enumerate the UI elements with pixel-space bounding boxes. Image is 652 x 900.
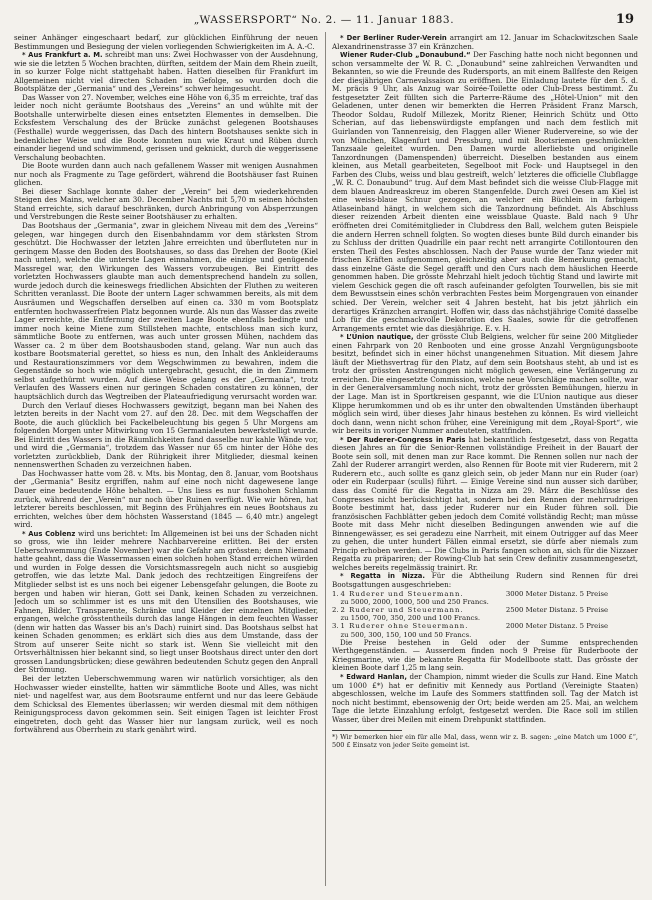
regatta-race-row xyxy=(332,590,638,598)
article-paragraph xyxy=(332,51,638,333)
article-text: wird uns berichtet: Im Allgemeinen ist bei uns der Schaden nicht so gross, wie ihn leider mehrere Nachbarvereine erlitten. Bei der ersten Ueberschwemmung (Ende November) war die Gefahr am grössten; denn Niemand hatte geahnt, dass die Wassermassen einen solchen hohen Stand erreichen würden und wurden in Folge dessen die Vorsichtsmassregeln auch nicht so ausgiebig getroffen, wie das letzte Mal. Dank jedoch des rechtzeitigen Eingreifens der Mitglieder selbst ist es uns noch bei eigener Lebensgefahr gelungen, die Boote zu bergen und haben wir hieran, Gott sei Dank, keinen Schaden zu verzeichnen. Jedoch um so schlimmer ist es uns mit den Utensilien des Bootshauses, wie Fahnen, Bilder, Transparente, Schränke und Kleider der einzelnen Mitglieder, ergangen, welche grösstentheils durch das lange Hängen in dem feuchten Wasser (denn wir hatten das Wasser bis an's Dach) ruinirt sind. Das Bootshaus selbst hat keinen Schaden genommen; es erklärt sich dies aus dem Umstande, dass der Strom auf unserer Seite nicht so stark ist. Wenn Sie vielleicht mit den Ortsverhältnissen hier bekannt sind, so liegt unser Bootshaus direct unter den dort grossen Landungsbrücken; diese gewähren bedeutenden Schutz gegen den Anprall der Strömung. xyxy=(14,528,318,675)
regatta-boat-class: 4 Ruderer und Steuermann. xyxy=(340,589,464,598)
article-text: Durch den Verlauf dieses Hochwassers gewitzigt, begann man bei Nahen des letzten bereits in der Nacht vom 27. auf den 28. Dec. mit dem Wegschaffen der Boote, die auch glücklich bei Fackelbeleuchtung bis gegen 5 Uhr Morgens am folgenden Morgen unter Mitwirkung von 15 Germanialeuten bewerkstelligt wurde. Bei Eintritt des Wassers in die Räumlichkeiten fand dasselbe nur kahle Wände vor, und wird die „Germania“, trotzdem das Wasser nur 65 cm hinter der Höhe des vorletzten zurückblieb, Dank der Rührigkeit ihrer Mitglieder, diesmal keinen nennenswerthen Schaden zu verzeichnen haben. xyxy=(14,400,318,470)
article-text: Die Preise bestehen in Geld oder der Summe entsprechenden Werthgegenständen. — Ausserdem finden noch 9 Preise für Ruderboote der Kriegsmarine, wie die bekannte Regatta für Modellboote statt. Das grösste der kleinen Boote darf 1,25 m lang sein. xyxy=(332,637,638,673)
article-lead: * Aus Frankfurt a. M. xyxy=(22,51,103,60)
regatta-race-number: 3. xyxy=(332,622,339,631)
running-title: „WASSERSPORT“ No. 2. — 11. Januar 1883. xyxy=(193,14,455,26)
article-paragraph xyxy=(14,94,318,162)
article-text: Der Fasching hatte noch nicht begonnen und schon versammelte der W. R. C. „Donaubund“ seine zahlreichen Verwandten und Bekannten, so wie die Freunde des Rudersports, an mit einem Ballfeste den Reigen der diesjährigen Carnevalssaison zu eröffnen. Die Einladung lautete für den 5. d. M. präcis 9 Uhr, als Anzug war Soirée-Toilette oder Club-Dress bestimmt. Zu festgesetzter Zeit füllten sich die Parterre-Räume des „Hôtel-Union“ mit den Geladenen, unter denen wir bemerkten die Herren Präsident Franz Marsch, Theodor Soldau, Rudolf Millezek, Moritz Riener, Heinrich Schütz und Otto Scherian, auf das liebenswürdigste empfangen und nach dem festlich mit Guirlanden von Tannenreisig, den Flaggen aller Wiener Rudervereine, so wie der von München, Klagenfurt und Pressburg, und mit Bootsriemen geschmückten Tanzsaale geleitet wurden. Den Damen wurde allerliebste und originelle Tanzordnungen (Damenspenden) überreicht. Dieselben bestanden aus einem kleinen, aus Metall gearbeiteten, Segelboot mit Fock- und Hauptsegel in den Farben des Clubs, weiss und blau gestreift, welch’ letzteres die officielle Clubflagge „W. R. C. Donaubund“ trug. Auf dem Mast befindet sich die weisse Club-Flagge mit dem blauen Andreaskreuz im oberen Stangenfelde. Durch zwei Oesen am Kiel ist eine weiss-blaue Schnur gezogen, an welcher ein Büchlein in farbigem Atlaseinband hängt, in welchem sich die Tanzordnung befindet. Als Abschluss dieser reizenden Arbeit dienten eine weissblaue Quaste. Bald nach 9 Uhr eröffneten drei Comitémitglieder in Clubdress den Ball, welchem guten Beispiele die andern Herren schnell folgten. So wogten dieses bunte Bild durch einander bis zu Schluss der dritten Quadrille ein paar recht nett arrangirte Cotillontouren den ersten Theil des Festes abschlossen. Nach der Pause wurde der Tanz wieder mit frischen Kräften aufgenommen, gleichzeitig aber auch die Bemerkung gemacht, dass einzelne Gäste die Segel gerafft und den Curs nach dem häuslichen Heerde genommen haben. Die grösste Mehrzahl hielt jedoch tüchtig Stand und lawirte mit vielem Geschick gegen die oft rasch aufeinander gefolgten Tourwellen, bis sie mit dem Bewusstsein eines schön verbrachten Festes beim Morgengrauen von einander schied. Der Verein, welcher seit 4 Jahren besteht, hat bis jetzt jährlich ein derartiges Kränzchen arrangirt. Hoffen wir, dass das nächstjährige Comité dasselbe Lob für die geschmackvolle Dekoration des Saales, sowie für die getroffenen Arrangements erntet wie das diesjährige. E. v. H. xyxy=(332,50,638,333)
article-text: arrangirt am 12. Januar im Schackwitzschen Saale Alexandrinenstrasse 37 ein Kränzchen. xyxy=(332,34,638,51)
column-rule xyxy=(325,32,326,886)
regatta-indent xyxy=(332,598,341,606)
article-paragraph xyxy=(14,162,318,188)
regatta-race-number: 2. xyxy=(332,605,339,614)
right-paragraphs-continued xyxy=(332,639,638,724)
regatta-prize-row xyxy=(332,598,638,606)
regatta-prize-row xyxy=(332,614,638,622)
article-text: der Champion, nimmt wieder die Sculls zur Hand. Eine Match um 1000 £*) hat er definitiv mit Kennedy aus Portland (Vereinigte Staaten) abgeschlossen, welche im Laufe des Sommers stattfinden soll. Tag der Match ist noch nicht bestimmt, ebensowenig der Ort; beide werden am 25. Mai, an welchem Tage die letzte Einzahlung erfolgt, festgesetzt werden. Die Race soll im stillen Wasser, über drei Meilen mit einem Drehpunkt stattfinden. xyxy=(332,671,638,724)
article-paragraph xyxy=(14,51,318,94)
article-text: der grösste Club Belgiens, welcher für seine 200 Mitglieder einen Fahrpark von 20 Renbooten und eine grosse Anzahl Vergnügungsboote besitzt, befindet sich in einer höchst unangenehmen Situation. Mit diesem Jahre läuft der Miethsvertrag für den Platz, auf dem sein Bootshaus steht, ab und ist es trotz der grössten Anstrengungen nicht möglich gewesen, eine Verlängerung zu erreichen. Die eingesetzte Commission, welche neue Vorschläge machen sollte, war in der Generalversammlung noch nicht, trotz der grössten Bemühungen, hierzu in der Lage. Man ist in Sportkreisen gespannt, wie die L’Union nautique aus dieser Klippe herumkommen und ob es ihr unter den obwaltenden Umständen überhaupt möglich sein wird, über dieses Jahr hinaus bestehen zu können. Es wird vielleicht doch dann, wenn nicht schon früher, eine Vereinigung mit dem „Royal-Sport“, wie wir bereits in voriger Nummer andeuteten, stattfinden. xyxy=(332,332,638,436)
article-paragraph xyxy=(14,188,318,222)
regatta-indent xyxy=(332,614,341,622)
article-text: Bei der letzten Ueberschwemmung waren wir natürlich vorsichtiger, als den Hochwasser wieder einstellte, hatten wir sämmtliche Boote und Alles, was nicht niet- und nagelfest war, aus dem Bootsraume entfernt und nur das leere Gebäude dem Schicksal des Elementes überlassen; wir werden diesmal mit dem nöthigen Reinigungsprocess davon gekommen sein. Seit einigen Tagen ist leichter Frost eingetreten, doch geht das Wasser hier nur langsam zurück, weil es noch fortwährend aus Oberrhein zu stark genährt wird. xyxy=(14,674,318,735)
regatta-prizes: zu 5000, 2000, 1000, 500 und 250 Francs. xyxy=(340,597,489,606)
right-column xyxy=(332,34,638,890)
regatta-boat-class: 1 Ruderer ohne Steuermann. xyxy=(340,622,469,631)
article-text: Das Wasser von 27. November, welches eine Höhe von 6,35 m erreichte, traf das leider noch nicht geräumte Bootshaus des „Vereins“ an und wühlte mit der Bootshalle unterwirbelte diesen eines entsetzten Elementes in demselben. Die Ecksfestem Verschalung des der Brücke zunächst gelegenen Bootshauses (Festhalle) wurde weggerissen, das Dach des hintern Bootshauses senkte sich in bedenklicher Weise und die Boote konnten nun wie Kraut und Rüben durch einander liegend und schwimmend, gerissen und geknickt, durch die weggerissene Verschalung beobachten. xyxy=(14,92,318,162)
article-lead: * Der Ruderer-Congress in Paris xyxy=(340,435,466,444)
footnote: *) Wir bemerken hier ein für alle Mal, dass, wenn wir z. B. sagen: „eine Match um 1000 £“, 500 £ Einsatz von jeder Seite gemeint ist. xyxy=(332,733,638,750)
article-paragraph xyxy=(14,402,318,470)
article-lead: Wiener Ruder-Club „Donaubund.“ xyxy=(340,51,471,60)
page-number: 19 xyxy=(615,12,634,27)
article-lead: * Edward Hanlan, xyxy=(340,672,407,681)
article-text: Für die Abtheilung Rudern sind Rennen für drei Bootsgattungen ausgeschrieben: xyxy=(332,571,638,589)
regatta-prizes: zu 500, 300, 150, 100 und 50 Francs. xyxy=(340,630,472,639)
regatta-distance: 2500 Meter Distanz. 5 Preise xyxy=(505,605,609,614)
article-paragraph xyxy=(332,673,638,724)
article-lead: * Regatta in Nizza. xyxy=(340,572,425,581)
right-paragraphs xyxy=(332,34,638,590)
footnote-rule xyxy=(332,730,402,731)
article-text: Bei dieser Sachlage konnte daher der „Verein“ bei dem wiederkehrenden Steigen des Mains, welcher am 30. December Nachts mit 5,70 m seinen höchsten Stand erreichte, sich darauf beschränken, durch Anbringung von Absperrzungen und Verstrebungen die Reste seiner Bootshäuser zu erhalten. xyxy=(14,186,318,222)
regatta-boat-class: 2 Ruderer und Steuermann. xyxy=(340,605,464,614)
article-paragraph xyxy=(14,470,318,530)
article-text: Das Hochwasser hatte vom 28. v. Mts. bis Montag, den 8. Januar, vom Bootshaus der „Germania“ Besitz ergriffen, nahm auf eine noch nicht dagewesene lange Dauer eine bedeutende Höhe behalten. — Uns liess es nur fusshohen Schlamm zurück, während der „Verein“ nur noch über Ruinen verfügt. Wie wir hören, hat letzterer bereits beschlossen, mit Beginn des Frühjahres ein neues Bootshaus zu errichten, welches über dem höchsten Wasserstand (1845 — 6,40 mtr.) angelegt wird. xyxy=(14,468,318,530)
article-lead: * Der Berliner Ruder-Verein xyxy=(340,34,447,42)
article-paragraph xyxy=(14,34,318,51)
article-text: Die Boote wurden dann auch nach gefallenem Wasser mit wenigen Ausnahmen nur noch als Fragmente zu Tage gefördert, während die Bootshäuser fast Ruinen glichen. xyxy=(14,161,318,188)
regatta-distance: 2000 Meter Distanz. 5 Preise xyxy=(505,622,609,631)
article-paragraph xyxy=(14,530,318,675)
regatta-race-row xyxy=(332,606,638,614)
regatta-prizes: zu 1500, 700, 350, 200 und 100 Francs. xyxy=(340,614,481,623)
article-paragraph xyxy=(332,333,638,436)
article-paragraph xyxy=(332,639,638,673)
left-column xyxy=(14,34,318,890)
article-paragraph xyxy=(14,675,318,735)
article-paragraph xyxy=(332,436,638,573)
article-text: Das Bootshaus der „Germania“, zwar in gleichem Niveau mit dem des „Vereins“ gelegen, war hingegen durch den Eisenbahndamm vor dem stärksten Strom geschützt. Die Hochwasser der letzten Jahre erreichten und überfluteten nur in geringem Masse den Boden des Bootshauses, so dass das Drehen der Boote (Kiel nach unten), welche die unterste Lagen einnahmen, die einzige und genügende Massregel war, den Wirkungen des Wassers vorzubeugen. Bei Eintritt des vorletzten Hochwassers glaubte man auch dementsprechend handeln zu sollen, wurde jedoch durch die keineswegs friedlichen Absichten der Fluthen zu weiteren Schritten veranlasst. Die Boote der untern Lager schwammen bereits, als mit dem Ausräumen und Wegschaffen derselben auf einen ca. 330 m vom Bootsplatz entfernten hochwasserfreien Platz begonnen wurde. Als nun das Wasser das zweite Lager erreichte, die Entfernung der zweiten Lage Boote ebenfalls bedingte und immer noch keine Miene zum Stillstehen machte, entschloss man sich kurz, sämmtliche Boote zu entfernen, was auch unter grossen Mühen, nachdem das Wasser ca. 2 m über dem Bootshausboden stand, gelang. War nun auch das kostbare Bootsmaterial gerettet, so hiess es nun, den Inhalt des Ankleideraums und Restaurationszimmers vor dem Wegschwimmen zu bewahren, indem die Gegenstände so hoch wie möglich untergebracht, gesucht, die in den Zimmern selbst aufgethürmt wurden. Auf diese Weise gelang es der „Germania“, trotz Verlaufen des Wassers einen nur geringen Schaden constatiren zu können, der hauptsächlich durch das Wegtreiben der Plateaufriedigung verursacht worden war. xyxy=(14,221,318,401)
article-text: hat bekanntlich festgesetzt, dass von Regatta diesen Jahres an für die Senior-Rennen vollständige Freiheit in der Bauart der Boote sein soll, mit denen man zur Race kommt. Die Rennen sollen nur nach der Zahl der Ruderer arrangirt werden, also Rennen für Boote mit vier Ruderern, mit 2 Ruderern etc., auch sollte es ganz gleich sein, ob jeder Mann nur ein Ruder (oar) oder ein Ruderpaar (sculls) führt. — Einige Vereine sind nun ausser sich darüber, dass das Comité für die Regatta in Nizza am 29. März die Beschlüsse des Congresses nicht berücksichtigt hat, sondern bei den Rennen der mehrrudrigen Boote bestimmt hat, dass jeder Ruderer nur ein Ruder führen soll. Die französischen Fachblätter geben jedoch dem Comité vollständig Recht; man müsse Boote mit dass Mehr nicht dieselben Bedingungen anwenden wie auf die Binnengewässer, es sei geradezu eine Narrheit, mit einem Outrigger auf das Meer zu gehen, die unter hundert Fällen einmal ersetzt, sie dürfe aber niemals zum Princip erhoben werden. — Die Clubs in Paris fangen schon an, sich für die Nizzaer Regatta zu präpariren; der Rowing-Club hat sein Crew definitiv zusammengesetzt, welches bereits regelmässig trainirt. Rr. xyxy=(332,434,638,572)
article-lead: * L’Union nautique, xyxy=(340,333,414,342)
article-lead: * Aus Coblenz xyxy=(22,529,76,538)
regatta-distance: 3000 Meter Distanz. 5 Preise xyxy=(505,589,609,598)
regatta-race-row xyxy=(332,622,638,630)
article-text: schreibt man uns: Zwei Hochwasser von der Ausdehnung, wie sie die letzten 5 Wochen brachten, dürften, seitdem der Main dem Rhein zueilt, in so kurzer Folge nicht stattgehabt haben. Hatten dieselben für Frankfurt im Allgemeinen nicht viel directen Schaden im Gefolge, so wurden doch die Bootsplätze der „Germania“ und des „Vereins“ schwer heimgesucht. xyxy=(14,50,318,94)
article-paragraph xyxy=(14,222,318,401)
article-paragraph xyxy=(332,572,638,589)
article-text: seiner Anhänger eingeschaart bedarf, zur glücklichen Einführung der neuen Bestimmungen und Besiegung der vielen vorliegenden Schwierigkeiten im A. A.-C. xyxy=(14,34,318,51)
article-paragraph xyxy=(332,34,638,51)
regatta-race-number: 1. xyxy=(332,589,339,598)
regatta-race-list xyxy=(332,590,638,639)
page-header xyxy=(14,10,634,30)
